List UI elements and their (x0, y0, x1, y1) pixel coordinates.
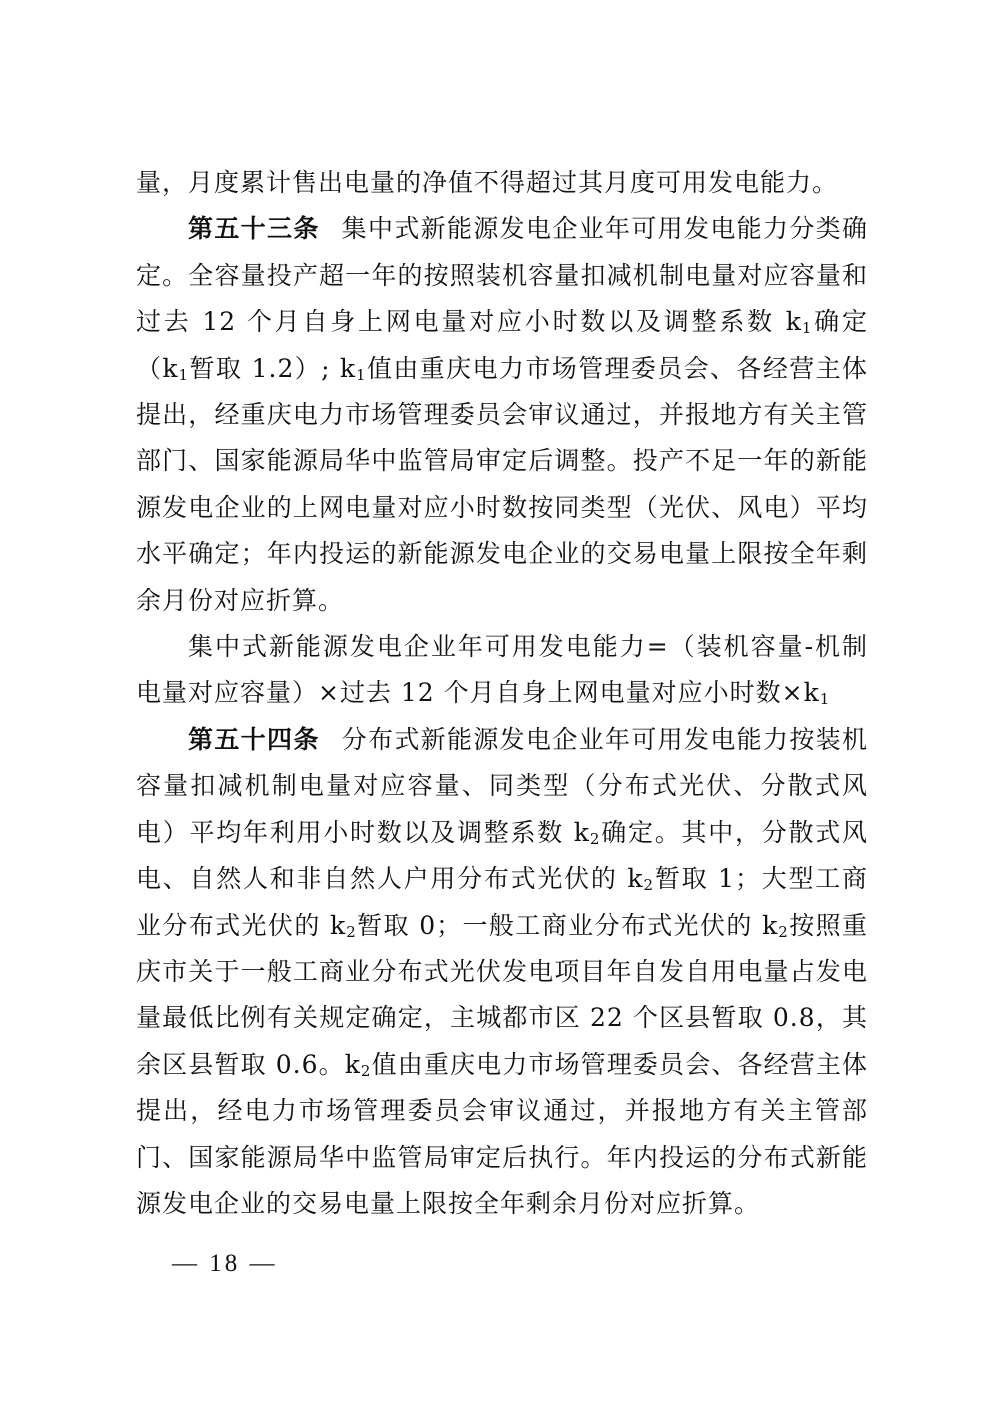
paragraph-article-53 (136, 206, 868, 624)
article-heading: 第五十三条 (188, 214, 320, 244)
subscript: 2 (360, 1061, 372, 1080)
subscript: 1 (356, 365, 367, 384)
subscript: 2 (589, 829, 601, 848)
text-segment: 按照重庆市关于一般工商业分布式光伏发电项目年自发自用电量占发电量最低比例有关规定确定，主城都市区 22 个区县暂取 0.8，其余区县暂取 0.6。k (136, 910, 868, 1079)
subscript: 1 (178, 365, 190, 384)
text-segment: 量，月度累计售出电量的净值不得超过其月度可用发电能力。 (136, 168, 839, 197)
document-body (136, 160, 868, 1227)
subscript: 1 (801, 319, 813, 338)
subscript: 1 (819, 690, 831, 709)
subscript: 2 (778, 922, 789, 941)
page-number: — 18 — (172, 1250, 278, 1277)
paragraph-0 (136, 160, 868, 206)
paragraph-formula (136, 624, 868, 717)
text-segment: 值由重庆电力市场管理委员会、各经营主体提出，经重庆电力市场管理委员会审议通过，并报地方有关主管部门、国家能源局华中监管局审定后调整。投产不足一年的新能源发电企业的上网电量对应小时数按同类型（光伏、风电）平均水平确定；年内投运的新能源发电企业的交易电量上限按全年剩余月份对应折算。 (136, 353, 868, 615)
paragraph-article-54 (136, 717, 868, 1227)
text-segment: 确定。其中，分散式风电、自然人和非自然人户用分布式光伏的 k (136, 817, 868, 894)
text-segment: 暂取 1；大型工商业分布式光伏的 k (136, 864, 868, 940)
text-segment: 暂取 0；一般工商业分布式光伏的 k (356, 910, 779, 940)
subscript: 2 (643, 876, 655, 895)
text-segment: 值由重庆电力市场管理委员会、各经营主体提出，经电力市场管理委员会审议通过，并报地方有关主管部门、国家能源局华中监管局审定后执行。年内投运的分布式新能源发电企业的交易电量上限按全年剩余月份对应折算。 (136, 1049, 868, 1218)
text-segment: 分布式新能源发电企业年可用发电能力按装机容量扣减机制电量对应容量、同类型（分布式光伏、分散式风电）平均年利用小时数以及调整系数 k (136, 724, 868, 847)
article-heading: 第五十四条 (188, 724, 320, 754)
subscript: 2 (346, 922, 357, 941)
text-segment: 集中式新能源发电企业年可用发电能力分类确定。全容量投产超一年的按照装机容量扣减机制电量对应容量和过去 12 个月自身上网电量对应小时数以及调整系数 k (136, 214, 868, 337)
text-segment: 确定（k (136, 307, 868, 383)
text-segment: 暂取 1.2）; k (189, 353, 357, 383)
text-segment: 集中式新能源发电企业年可用发电能力=（装机容量-机制电量对应容量）×过去 12 个月自身上网电量对应小时数×k (136, 632, 868, 708)
